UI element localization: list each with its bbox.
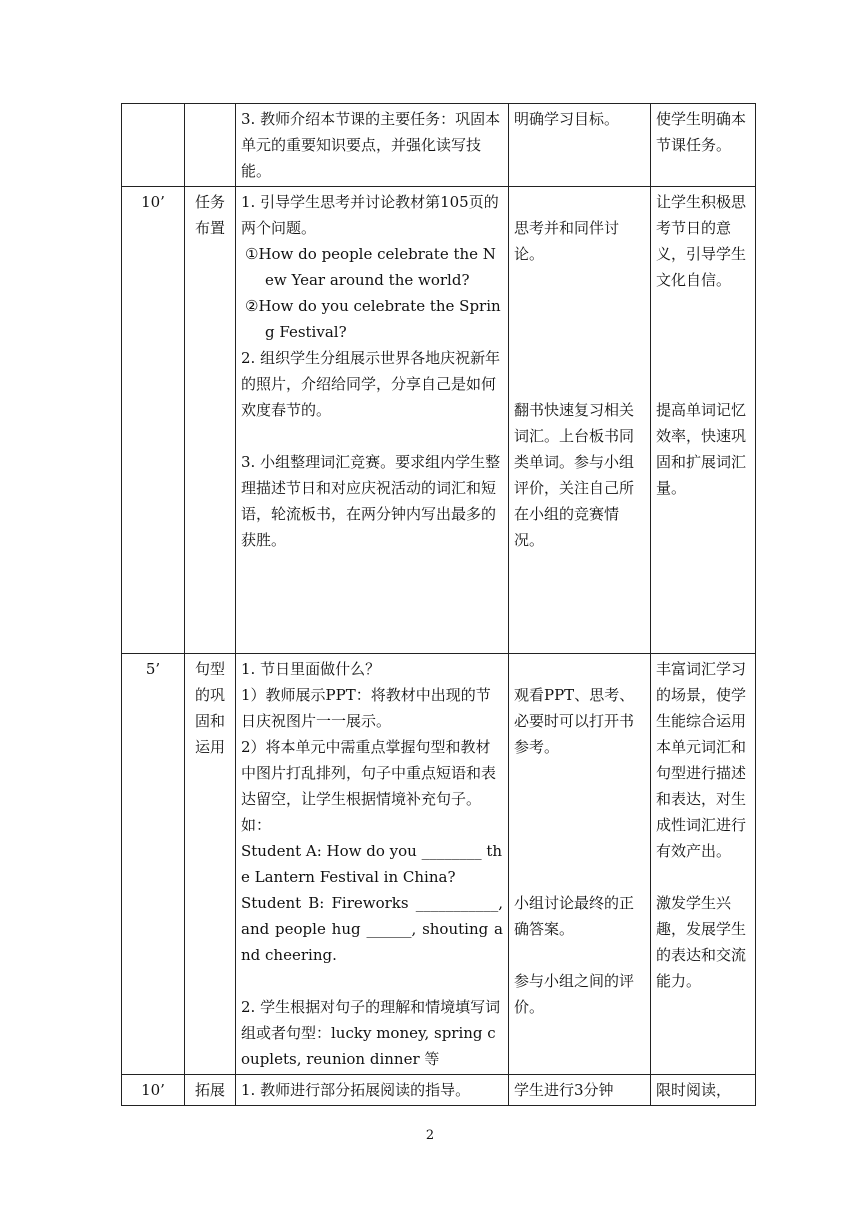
time-cell: 10’ <box>122 1075 185 1106</box>
student-activity-text: 参与小组之间的评价。 <box>514 972 635 1016</box>
student-activity-cell <box>509 1075 651 1106</box>
example-sentence: Student A: How do you ________ the Lantern Festival in China? <box>241 842 503 886</box>
student-activity-text: 小组讨论最终的正确答案。 <box>514 894 635 938</box>
student-activity-cell <box>509 104 651 187</box>
teacher-activity-text: 2）将本单元中需重点掌握句型和教材中图片打乱排列，句子中重点短语和表达留空，让学生根据情境补充句子。如： <box>241 738 497 834</box>
teacher-activity-text: 1. 引导学生思考并讨论教材第105页的两个问题。 <box>241 193 499 237</box>
teacher-activity-cell <box>236 654 509 1075</box>
question-item: ①How do people celebrate the New Year around the world? <box>245 245 496 289</box>
teacher-activity-text: 1）教师展示PPT：将教材中出现的节日庆祝图片一一展示。 <box>241 686 491 730</box>
purpose-text: 使学生明确本节课任务。 <box>656 110 747 154</box>
stage-cell: 任务布置 <box>185 187 236 654</box>
time-cell: 5’ <box>122 654 185 1075</box>
table-row <box>122 104 756 187</box>
student-activity-text: 翻书快速复习相关词汇。上台板书同类单词。参与小组评价，关注自己所在小组的竞赛情况。 <box>514 401 635 549</box>
teacher-activity-text: 3. 教师介绍本节课的主要任务：巩固本单元的重要知识要点，并强化读写技能。 <box>241 110 501 180</box>
teacher-activity-text: 1. 教师进行部分拓展阅读的指导。 <box>241 1081 471 1099</box>
teacher-activity-cell <box>236 1075 509 1106</box>
student-activity-cell <box>509 654 651 1075</box>
time-cell <box>122 104 185 187</box>
purpose-cell <box>651 104 756 187</box>
purpose-cell <box>651 654 756 1075</box>
purpose-text: 限时阅读， <box>656 1081 732 1099</box>
teacher-activity-text: 1. 节日里面做什么？ <box>241 660 381 678</box>
stage-cell: 句型的巩固和运用 <box>185 654 236 1075</box>
time-cell: 10’ <box>122 187 185 654</box>
teacher-activity-text: 3. 小组整理词汇竞赛。要求组内学生整理描述节日和对应庆祝活动的词汇和短语，轮流板书，在两分钟内写出最多的获胜。 <box>241 453 501 549</box>
purpose-text: 提高单词记忆效率，快速巩固和扩展词汇量。 <box>656 401 747 497</box>
purpose-text: 激发学生兴趣，发展学生的表达和交流能力。 <box>656 894 747 990</box>
teacher-activity-cell <box>236 187 509 654</box>
table-row <box>122 1075 756 1106</box>
student-activity-text: 学生进行3分钟 <box>514 1081 614 1099</box>
purpose-text: 让学生积极思考节日的意义，引导学生文化自信。 <box>656 193 747 289</box>
teacher-activity-cell <box>236 104 509 187</box>
student-activity-text: 思考并和同伴讨论。 <box>514 219 620 263</box>
table-row <box>122 187 756 654</box>
student-activity-text: 观看PPT、思考、必要时可以打开书参考。 <box>514 686 635 756</box>
student-activity-text: 明确学习目标。 <box>514 110 620 128</box>
question-item: ②How do you celebrate the Spring Festival? <box>245 297 501 341</box>
stage-cell <box>185 104 236 187</box>
purpose-text: 丰富词汇学习的场景，使学生能综合运用本单元词汇和句型进行描述和表达，对生成性词汇进行有效产出。 <box>656 660 747 860</box>
purpose-cell <box>651 187 756 654</box>
teacher-activity-text: 2. 组织学生分组展示世界各地庆祝新年的照片，介绍给同学，分享自己是如何欢度春节的。 <box>241 349 501 419</box>
example-sentence: Student B: Fireworks ___________, and people hug ______, shouting and cheering. <box>241 894 503 964</box>
table-row <box>122 654 756 1075</box>
stage-cell: 拓展 <box>185 1075 236 1106</box>
teacher-activity-text: 2. 学生根据对句子的理解和情境填写词组或者句型：lucky money, spring couplets, reunion dinner 等 <box>241 998 501 1068</box>
purpose-cell <box>651 1075 756 1106</box>
page-number: 2 <box>425 1128 435 1143</box>
student-activity-cell <box>509 187 651 654</box>
lesson-plan-table <box>121 103 756 1106</box>
